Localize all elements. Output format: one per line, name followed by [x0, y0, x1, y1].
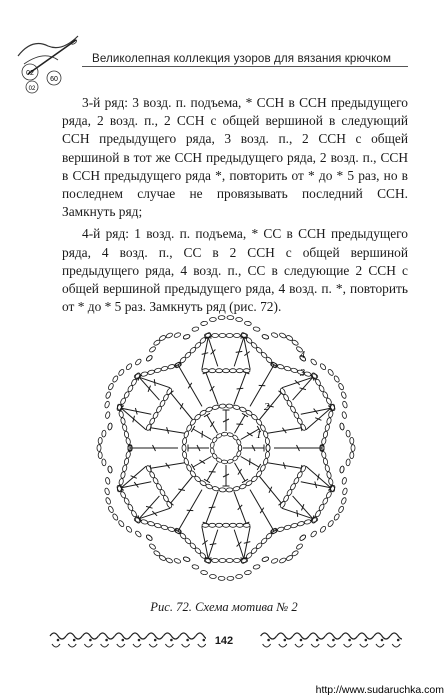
page-number: 142 [206, 632, 242, 650]
needle-thread-logo-icon [14, 34, 84, 94]
logo-badge: 60 [50, 76, 58, 83]
logo-badge: 02 [28, 86, 36, 92]
crochet-motif-diagram [78, 302, 374, 594]
row-label: 4 [300, 350, 305, 361]
paragraph-row-3: 3-й ряд: 3 возд. п. подъема, * ССН в ССН предыдущего ряда, 2 возд. п., 2 ССН с общей вершиной в следующий ССН предыдущего ряда, 3 возд. п., 2 ССН с общей вершиной в тот же ССН предыдущего ряда, 2 возд. п., ССН в ССН предыдущего ряда *, повторить от * до * 5 раз, но в последнем случае не провязывать последний ССН. Замкнуть ряд; [62, 95, 408, 220]
book-title: Великолепная коллекция узоров для вязания крючком [92, 52, 392, 65]
paragraph-row-4: 4-й ряд: 1 возд. п. подъема, * СС в ССН предыдущего ряда, 4 возд. п., СС в 2 ССН с общей вершиной предыдущего ряда, 4 возд. п., СС в следующие 2 ССН с общей вершиной предыдущего ряда, 4 возд. п. *, повторить от * до * 5 раз. Замкнуть ряд (рис. 72). [62, 226, 408, 315]
page-header [0, 0, 448, 100]
instructions-text [62, 94, 408, 320]
row-label: 3 [300, 368, 305, 379]
logo-badge: 02 [26, 70, 34, 77]
figure-caption: Рис. 72. Схема мотива № 2 [150, 600, 298, 614]
header-divider [82, 66, 408, 67]
row-label: 1 [256, 429, 262, 441]
diagram-drawing [97, 315, 355, 580]
watermark-url[interactable]: http://www.sudaruchka.com [270, 682, 444, 698]
row-label: 2 [264, 401, 270, 413]
